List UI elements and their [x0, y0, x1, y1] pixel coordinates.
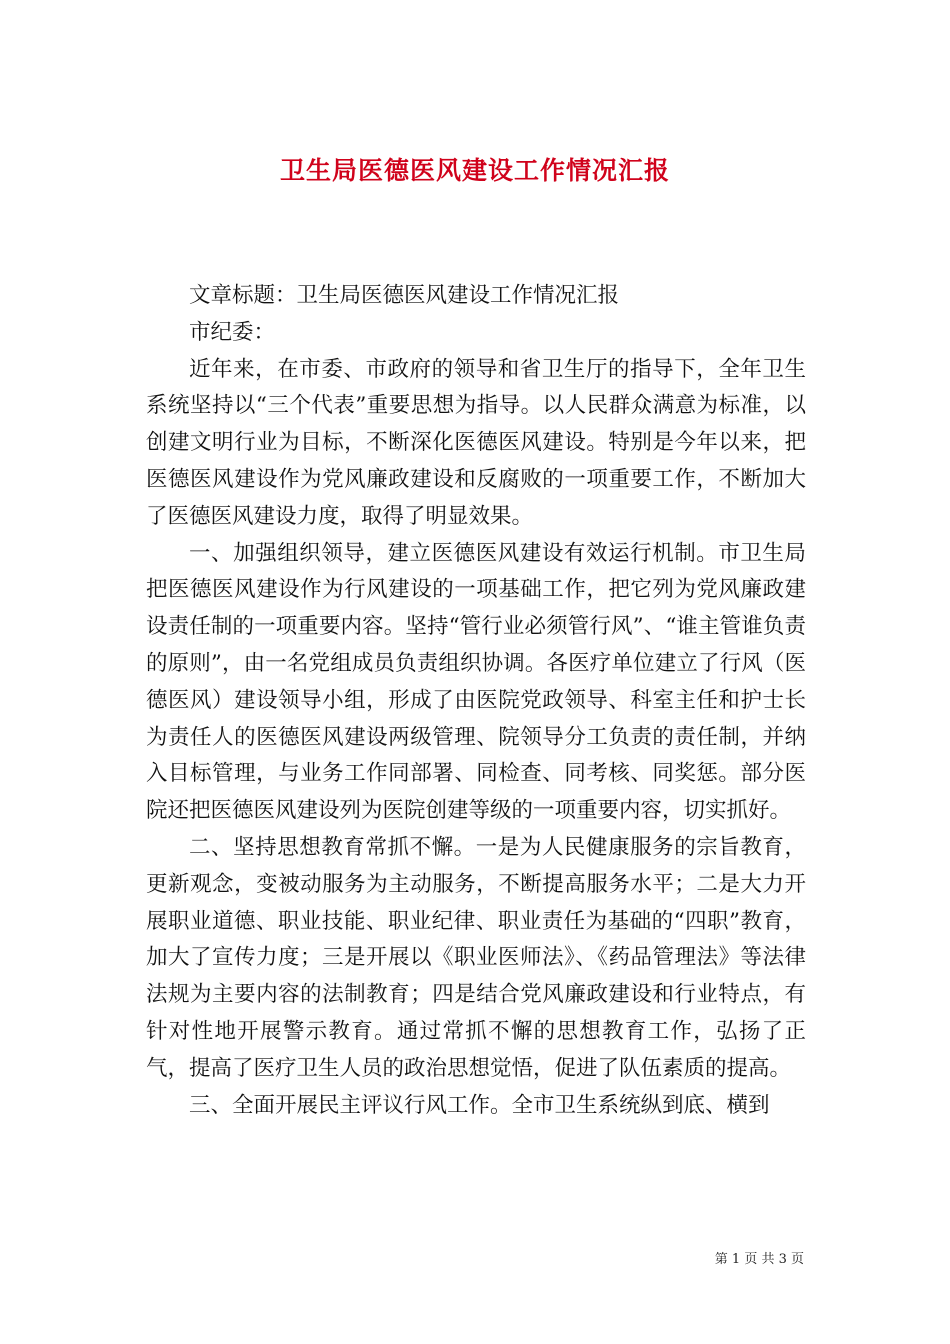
page-title: 卫生局医德医风建设工作情况汇报 [279, 155, 670, 185]
paragraph-section-2: 二、坚持思想教育常抓不懈。一是为人民健康服务的宗旨教育，更新观念，变被动服务为主动服务，不断提高服务水平；二是大力开展职业道德、职业技能、职业纪律、职业责任为基础的“四职”教育，加大了宣传力度；三是开展以《职业医师法》、《药品管理法》等法律法规为主要内容的法制教育；四是结合党风廉政建设和行业特点，有针对性地开展警示教育。通过常抓不懈的思想教育工作，弘扬了正气，提高了医疗卫生人员的政治思想觉悟，促进了队伍素质的提高。 [146, 834, 806, 1081]
page-number-footer: 第 1 页 共 3 页 [714, 1252, 804, 1267]
paragraph-section-3: 三、全面开展民主评议行风工作。全市卫生系统纵到底、横到 [189, 1092, 770, 1118]
paragraph-section-1: 一、加强组织领导，建立医德医风建设有效运行机制。市卫生局把医德医风建设作为行风建设的一项基础工作，把它列为党风廉政建设责任制的一项重要内容。坚持“管行业必须管行风”、“谁主管谁负责的原则”，由一名党组成员负责组织协调。各医疗单位建立了行风（医德医风）建设领导小组，形成了由医院党政领导、科室主任和护士长为责任人的医德医风建设两级管理、院领导分工负责的责任制，并纳入目标管理，与业务工作同部署、同检查、同考核、同奖惩。部分医院还把医德医风建设列为医院创建等级的一项重要内容，切实抓好。 [146, 540, 806, 824]
paragraph-intro: 近年来，在市委、市政府的领导和省卫生厅的指导下，全年卫生系统坚持以“三个代表”重要思想为指导。以人民群众满意为标准，以创建文明行业为目标，不断深化医德医风建设。特别是今年以来，把医德医风建设作为党风廉政建设和反腐败的一项重要工作，不断加大了医德医风建设力度，取得了明显效果。 [146, 356, 806, 529]
article-title-line: 文章标题：卫生局医德医风建设工作情况汇报 [189, 283, 620, 308]
addressee: 市纪委： [189, 319, 276, 345]
document-body [146, 278, 806, 1124]
